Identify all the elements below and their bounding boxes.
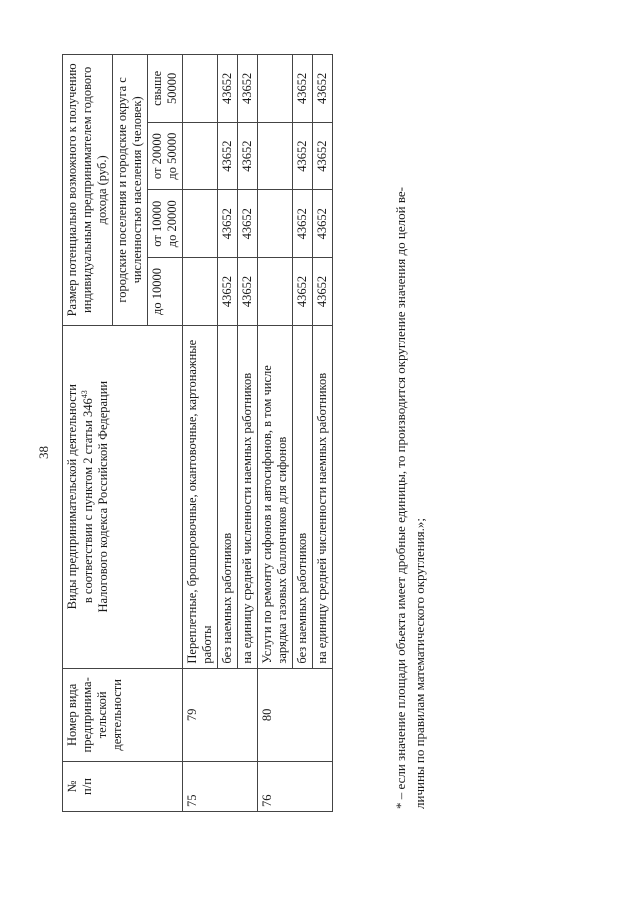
table-row	[183, 55, 218, 812]
row-value: 43652	[238, 258, 258, 326]
row-value: 43652	[293, 190, 313, 258]
row-value	[183, 258, 218, 326]
row-desc: Переплетные, брошюровочные, окантовочные, картонажные работы	[183, 325, 218, 668]
page-number: 38	[36, 446, 51, 459]
row-num: 75	[183, 762, 258, 812]
row-value: 43652	[238, 122, 258, 190]
footnote	[392, 69, 430, 809]
footnote-line: личины по правилам математического округления.»;	[411, 517, 427, 809]
row-value: 43652	[293, 122, 313, 190]
row-desc: Услуги по ремонту сифонов и автосифонов, в том числе зарядка газовых баллончиков для сифонов	[258, 325, 293, 668]
row-num: 76	[258, 762, 333, 812]
row-value: 43652	[313, 258, 333, 326]
row-value: 43652	[218, 122, 238, 190]
footnote-line: * – если значение площади объекта имеет дробные единицы, то производится округление значения до целой ве-	[393, 187, 408, 809]
row-value	[258, 55, 293, 123]
row-value: 43652	[293, 258, 313, 326]
table-row	[258, 55, 293, 812]
header-range: свыше 50000	[148, 55, 183, 123]
row-code: 80	[258, 668, 333, 761]
row-code: 79	[183, 668, 258, 761]
row-value	[258, 258, 293, 326]
row-value: 43652	[218, 55, 238, 123]
row-value	[183, 122, 218, 190]
row-value	[258, 122, 293, 190]
row-value: 43652	[313, 122, 333, 190]
row-desc: на единицу средней численности наемных работников	[238, 325, 258, 668]
row-value: 43652	[218, 258, 238, 326]
row-desc: на единицу средней численности наемных работников	[313, 325, 333, 668]
header-range: до 10000	[148, 258, 183, 326]
row-value	[183, 190, 218, 258]
header-code: Номер вида предпринима-тельской деятельности	[63, 668, 183, 761]
header-desc-line1: Виды предпринимательской деятельности	[65, 384, 79, 610]
header-group: городские поселения и городские округа с численностью населения (человек)	[113, 55, 148, 326]
row-value: 43652	[293, 55, 313, 123]
income-table	[62, 54, 333, 812]
row-value: 43652	[238, 55, 258, 123]
header-desc-line2: в соответствии с пунктом 2 статьи 346	[81, 398, 96, 604]
row-value	[183, 55, 218, 123]
header-desc	[63, 325, 183, 668]
header-desc-line3: Налогового кодекса Российской Федерации	[96, 380, 111, 613]
header-row-1	[63, 55, 113, 812]
row-desc: без наемных работников	[218, 325, 238, 668]
header-range: от 20000 до 50000	[148, 122, 183, 190]
row-value: 43652	[238, 190, 258, 258]
row-value	[258, 190, 293, 258]
header-desc-sup: 43	[80, 390, 89, 399]
row-value: 43652	[313, 55, 333, 123]
header-num: № п/п	[63, 762, 183, 812]
row-desc: без наемных работников	[293, 325, 313, 668]
header-range: от 10000 до 20000	[148, 190, 183, 258]
header-size: Размер потенциально возможного к получению индивидуальным предпринимателем годового дохода (руб.)	[63, 55, 113, 326]
row-value: 43652	[218, 190, 238, 258]
row-value: 43652	[313, 190, 333, 258]
